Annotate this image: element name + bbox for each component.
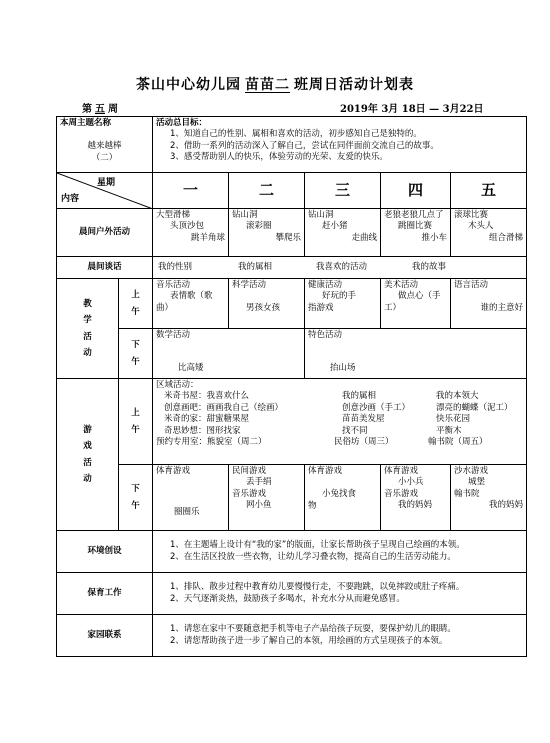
game-am-label: 上午	[119, 379, 153, 465]
outdoor-cell: 滚球比赛 木头人 组合滑梯	[451, 209, 527, 257]
talk-label: 晨间谈话	[57, 257, 153, 279]
header-weekday-label: 星期	[97, 178, 116, 188]
game-pm-cell: 体育游戏 小兔找食 物	[305, 465, 381, 531]
home-row	[57, 615, 527, 657]
care-item: 1、排队、散步过程中教育幼儿要慢慢行走，不要跑跳，以免摔跤或肚子疼痛。	[170, 582, 465, 593]
talk-item: 我的故事	[412, 261, 447, 272]
game-pm-cell: 体育游戏 小小兵 音乐游戏 我的妈妈	[381, 465, 451, 531]
teaching-cell: 音乐活动 表情歌（歌 曲）	[153, 279, 229, 329]
teaching-pm-label: 下午	[119, 329, 153, 379]
outdoor-row	[57, 209, 527, 257]
class-name: 苗苗二	[245, 77, 290, 93]
game-pm-cell: 民间游戏 丢手绢 音乐游戏 网小鱼	[229, 465, 305, 531]
game-pm-cell: 体育游戏 圈圈乐	[153, 465, 229, 531]
goal-item: 1、知道自己的性别、属相和喜欢的活动，初步感知自己是独特的。	[170, 129, 422, 140]
header-content-label: 内容	[61, 194, 80, 204]
outdoor-cell: 老狼老狼几点了 跳圈比赛 推小车	[381, 209, 451, 257]
theme-row	[57, 117, 527, 173]
week-label: 第 五 周	[82, 104, 118, 115]
theme-cell	[57, 117, 153, 173]
env-row	[57, 531, 527, 573]
talk-cell	[153, 257, 527, 279]
talk-item: 我的性别	[158, 261, 193, 272]
header-row	[57, 173, 527, 209]
weekly-plan-table	[56, 116, 527, 657]
teaching-cell: 科学活动 男孩女孩	[229, 279, 305, 329]
area-row: 奇思妙想：图形找家 找不同 平衡木	[164, 425, 462, 436]
theme-label: 本周主题名称	[60, 118, 112, 128]
outdoor-label: 晨间户外活动	[57, 209, 153, 257]
teaching-cell: 语言活动 谁的主意好	[451, 279, 527, 329]
care-item: 2、天气逐渐炎热，鼓励孩子多喝水，补充水分从而避免感冒。	[170, 593, 405, 604]
env-item: 1、在主题墙上设计有“我的家”的版面，让家长帮助孩子呈现自己绘画的本领。	[170, 540, 465, 551]
goals-cell	[153, 117, 527, 173]
area-row: 米奇书屋：我喜欢什么 我的属相 我的本领大	[164, 391, 479, 402]
env-cell	[153, 531, 527, 573]
day-header: 一	[153, 173, 229, 209]
home-item: 2、请您帮助孩子进一步了解自己的本领，用绘画的方式呈现孩子的本领。	[170, 635, 448, 646]
talk-item: 我喜欢的活动	[316, 261, 368, 272]
talk-item: 我的属相	[238, 261, 273, 272]
outdoor-cell: 钻山洞 赶小猪 走曲线	[305, 209, 381, 257]
home-label: 家园联系	[57, 615, 153, 657]
talk-row	[57, 257, 527, 279]
teaching-pm-cell: 数学活动 比高矮	[153, 329, 305, 379]
week-number: 五	[95, 104, 105, 115]
outdoor-cell: 钻山洞 滚彩圈 攀爬乐	[229, 209, 305, 257]
title-suffix: 班周日活动计划表	[294, 77, 414, 93]
teaching-am-row	[57, 279, 527, 329]
page-title	[0, 74, 550, 94]
day-header: 三	[305, 173, 381, 209]
date-range: 2019年 3月 18日 — 3月22日	[340, 104, 484, 115]
care-row	[57, 573, 527, 615]
game-pm-cell: 沙水游戏 城堡 翰书院 我的妈妈	[451, 465, 527, 531]
game-label: 游戏活动	[57, 379, 119, 531]
teaching-am-label: 上午	[119, 279, 153, 329]
teaching-pm-row	[57, 329, 527, 379]
theme-sub: （二）	[91, 152, 118, 163]
area-activity-cell	[153, 379, 527, 465]
day-header: 二	[229, 173, 305, 209]
area-row: 创意画吧：画画我自己（绘画） 创意沙画（手工） 漂亮的蝴蝶（泥工）	[164, 402, 513, 413]
goal-item: 2、借助一系列的活动深入了解自己，尝试在同伴面前交流自己的故事。	[170, 140, 439, 151]
care-cell	[153, 573, 527, 615]
home-item: 1、请您在家中不要随意把手机等电子产品给孩子玩耍，要保护幼儿的眼睛。	[170, 624, 456, 635]
header-corner	[57, 173, 153, 209]
home-cell	[153, 615, 527, 657]
env-item: 2、在生活区投放一些衣物，让幼儿学习叠衣物，提高自己的生活劳动能力。	[170, 551, 456, 562]
outdoor-cell: 大型滑梯 头顶沙包 跳羊角球	[153, 209, 229, 257]
game-am-row	[57, 379, 527, 465]
teaching-cell: 美术活动 做点心（手 工）	[381, 279, 451, 329]
env-label: 环境创设	[57, 531, 153, 573]
care-label: 保育工作	[57, 573, 153, 615]
game-pm-label: 下午	[119, 465, 153, 531]
area-row: 预约专用室：熊貌室（周二） 民俗坊（周三） 翰书院（周五）	[156, 437, 488, 448]
teaching-pm-cell: 特色活动 抬山场	[305, 329, 527, 379]
day-header: 五	[451, 173, 527, 209]
day-header: 四	[381, 173, 451, 209]
goal-item: 3、感受帮助别人的快乐，体验劳动的光荣、友爱的快乐。	[170, 152, 388, 163]
area-title: 区域活动：	[156, 380, 199, 390]
teaching-label: 教学活动	[57, 279, 119, 379]
kindergarten-name: 茶山中心幼儿园	[136, 77, 241, 93]
area-row: 米奇的家：甜蜜糖果屋 苗苗美发屋 快乐花园	[164, 414, 471, 425]
theme-name: 越来越棒	[87, 141, 122, 152]
goals-label: 活动总目标：	[156, 118, 208, 128]
game-pm-row	[57, 465, 527, 531]
teaching-cell: 健康活动 好玩的手 指游戏	[305, 279, 381, 329]
